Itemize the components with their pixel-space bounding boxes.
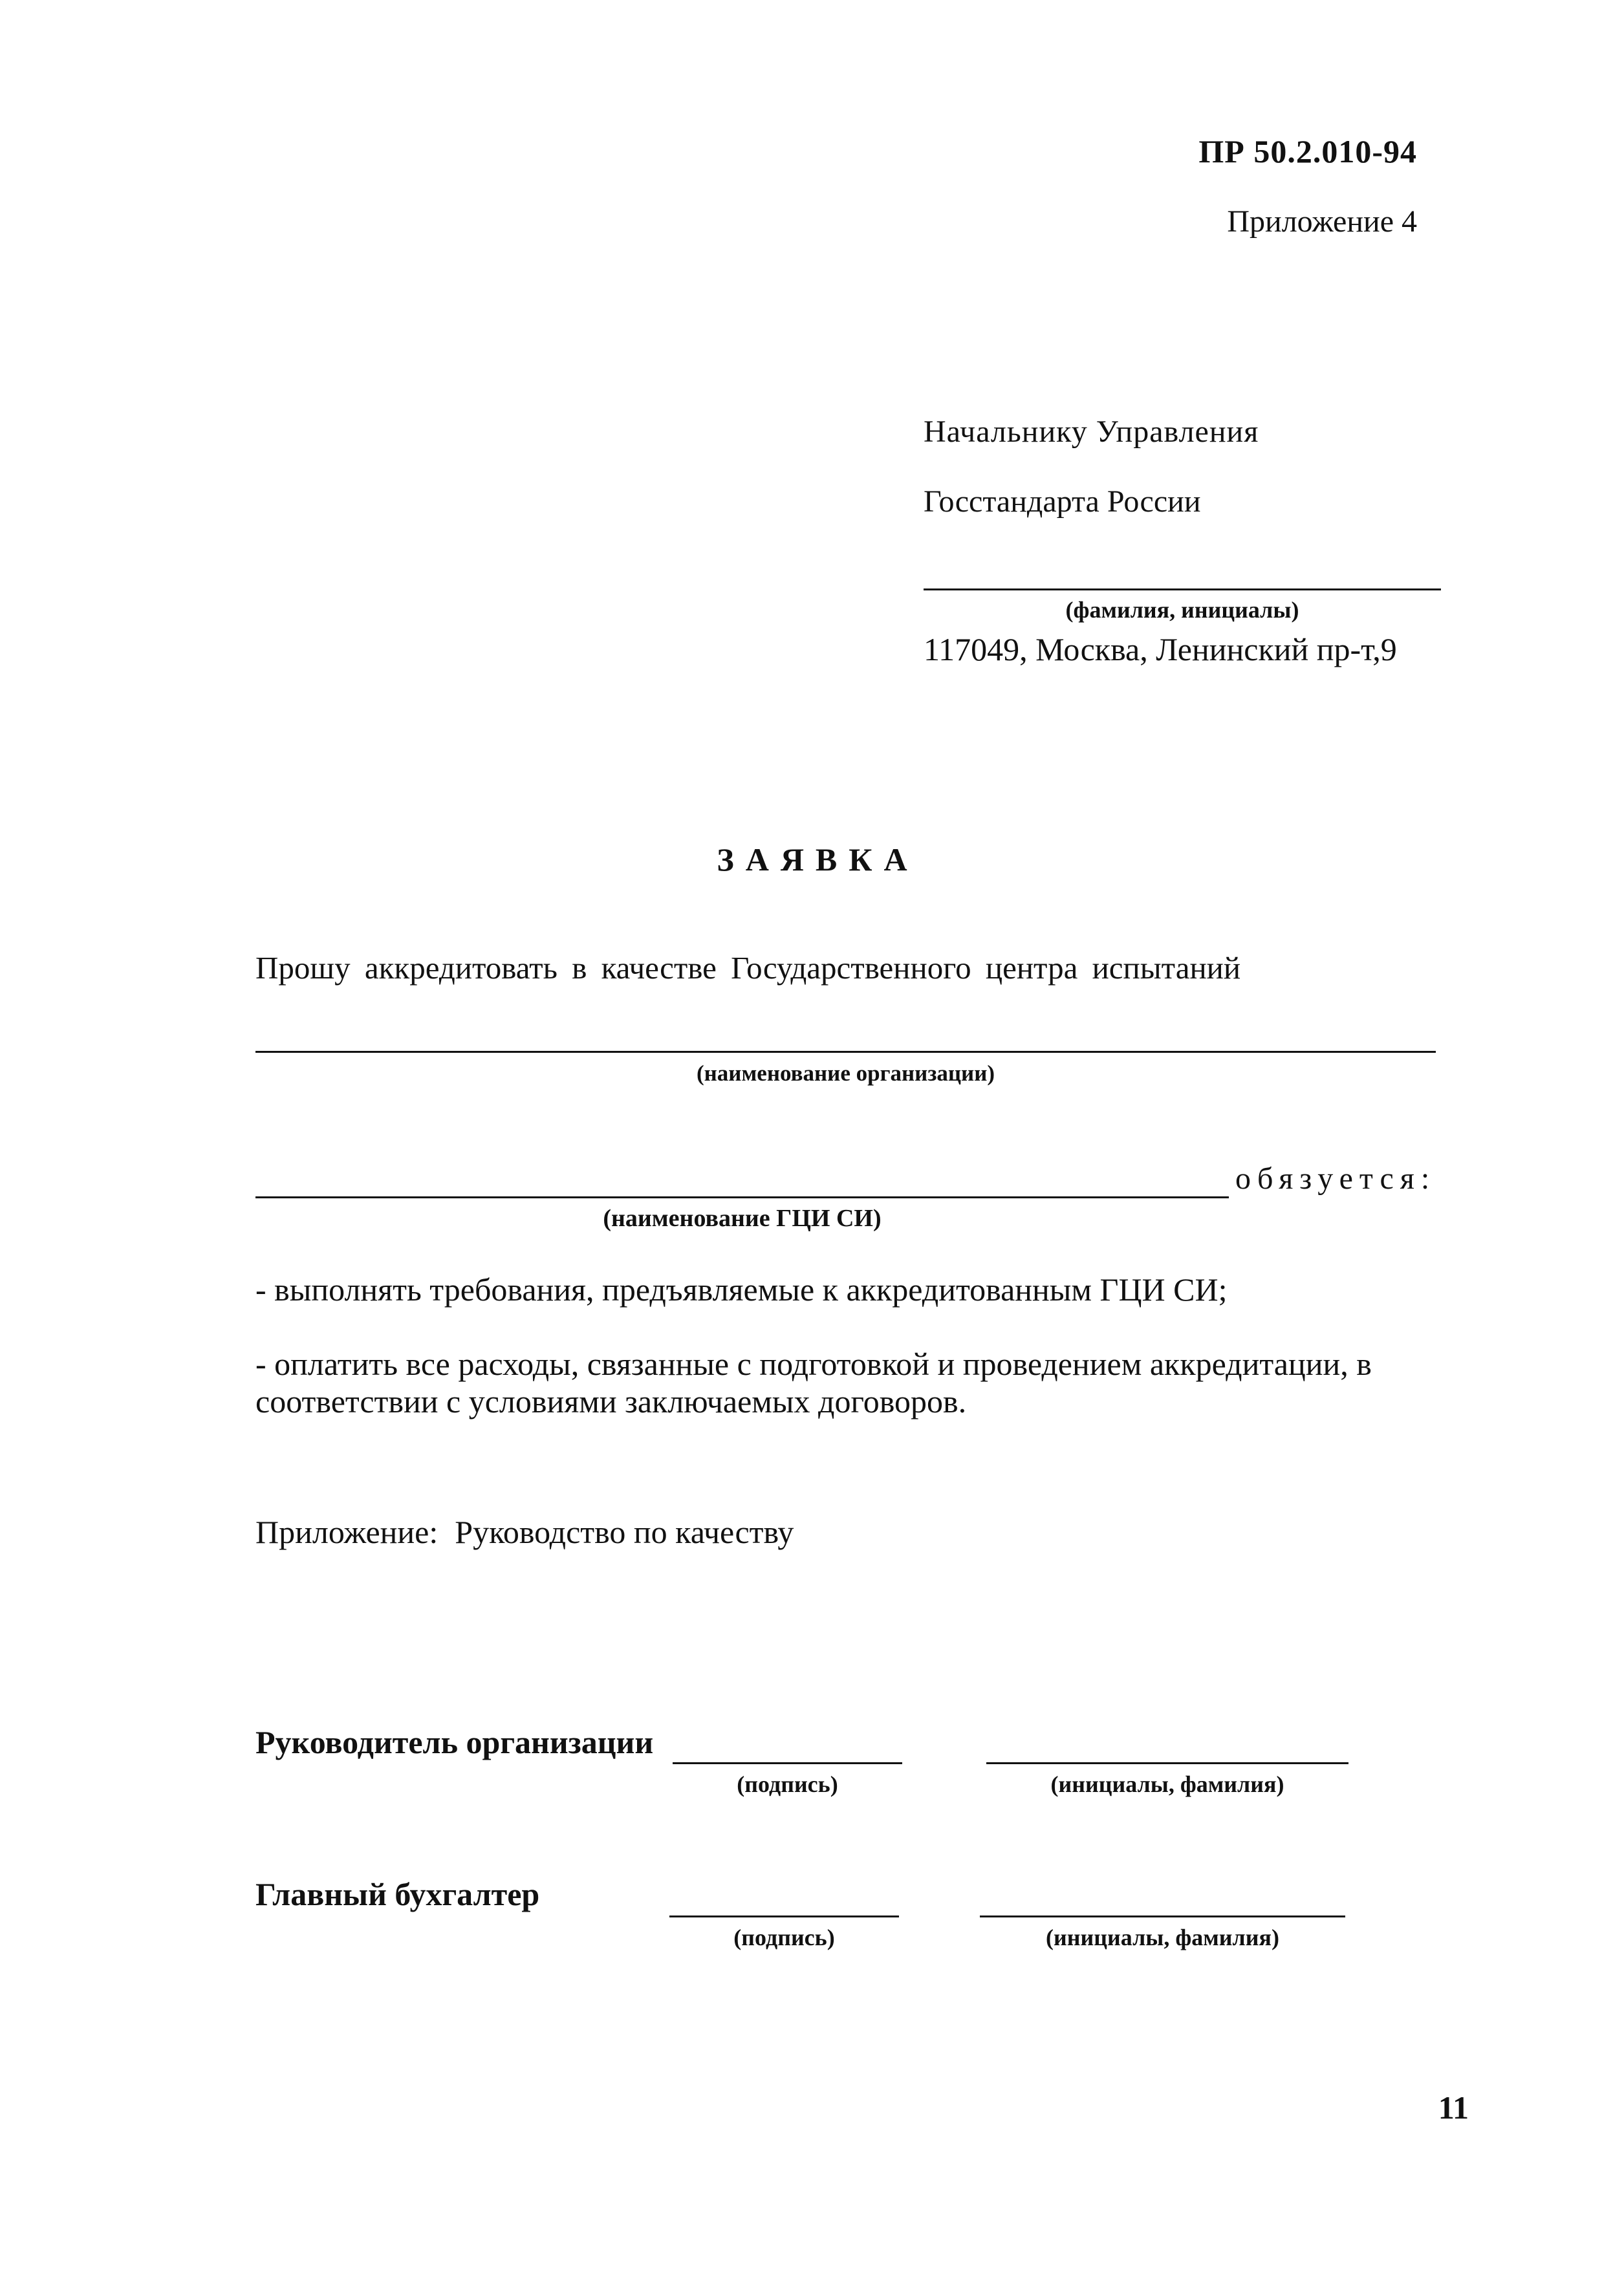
page-number: 11 xyxy=(1438,2089,1469,2126)
accountant-signature-line xyxy=(669,1915,899,1917)
accountant-signature-caption: (подпись) xyxy=(733,1925,835,1950)
gci-name-caption: (наименование ГЦИ СИ) xyxy=(603,1205,882,1232)
accountant-name-line xyxy=(980,1915,1345,1917)
document-code: ПР 50.2.010-94 xyxy=(1198,133,1417,169)
head-signature-line xyxy=(673,1762,902,1764)
obligation-item-2: - оплатить все расходы, связанные с подготовкой и проведением аккредитации, в соответствии с условиями заключаемых договоров. xyxy=(255,1346,1372,1419)
obliges-text: обязуется: xyxy=(1235,1161,1436,1196)
request-text: Прошу аккредитовать в качестве Государственного центра испытаний xyxy=(255,950,1241,986)
obligation-item-1: - выполнять требования, предъявляемые к аккредитованным ГЦИ СИ; xyxy=(255,1271,1228,1308)
addressee-name-line xyxy=(924,588,1441,590)
head-name-line xyxy=(986,1762,1348,1764)
addressee-line-2: Госстандарта России xyxy=(924,484,1201,519)
addressee-address: 117049, Москва, Ленинский пр-т,9 xyxy=(924,631,1397,667)
appendix-label: Приложение: xyxy=(255,1514,438,1550)
addressee-name-caption: (фамилия, инициалы) xyxy=(1065,597,1299,623)
head-name-caption: (инициалы, фамилия) xyxy=(1050,1771,1284,1797)
addressee-line-1: Начальнику Управления xyxy=(924,415,1259,449)
appendix-row xyxy=(255,1513,794,1551)
head-signature-caption: (подпись) xyxy=(737,1771,838,1797)
accountant-signature-label: Главный бухгалтер xyxy=(255,1876,540,1912)
appendix-value: Руководство по качеству xyxy=(455,1514,794,1550)
accountant-name-caption: (инициалы, фамилия) xyxy=(1046,1925,1279,1950)
gci-name-line xyxy=(255,1196,1229,1198)
head-signature-label: Руководитель организации xyxy=(255,1724,654,1760)
annex-label: Приложение 4 xyxy=(1227,204,1417,239)
organization-name-line xyxy=(255,1051,1436,1053)
document-title: ЗАЯВКА xyxy=(717,841,919,878)
organization-name-caption: (наименование организации) xyxy=(696,1061,995,1086)
